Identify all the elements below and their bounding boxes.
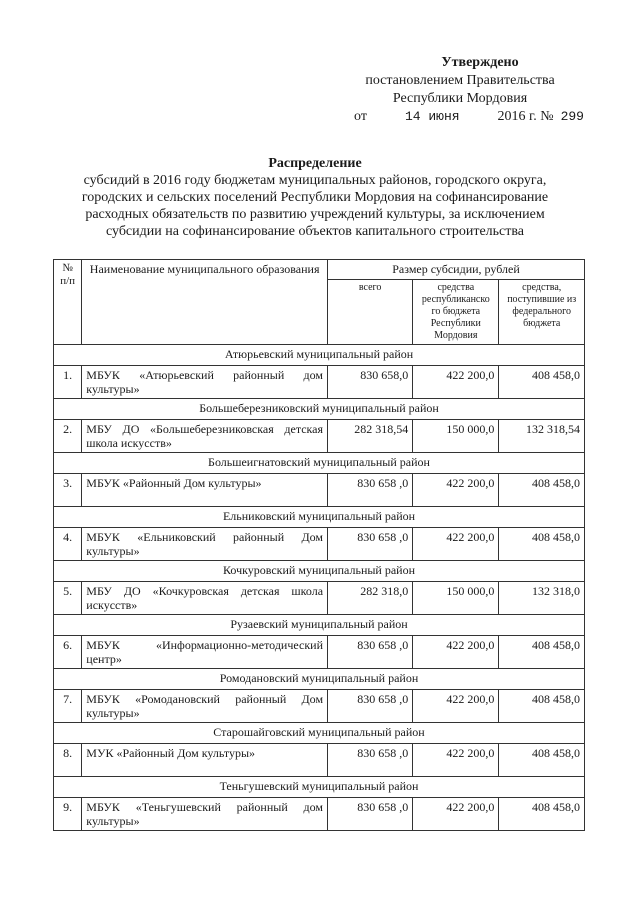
title-text: субсидий в 2016 году бюджетам муниципальных районов, городского округа, городских и сельских поселений Республики Мордовия на софинансирование расходных обязательств по развитию учреждений культуры, за исключением субсидии на софинансирование объектов капитального строительства <box>81 173 549 239</box>
federal-value: 408 458,0 <box>499 798 585 831</box>
region-row <box>54 507 585 528</box>
institution-name: МБУК «Ромодановский районный Дом культуры» <box>82 690 328 723</box>
federal-value: 408 458,0 <box>499 366 585 399</box>
republic-value: 422 200,0 <box>413 636 499 669</box>
approval-line-2: Республики Мордовия <box>392 91 528 106</box>
approval-year-num: 2016 г. № 299 <box>497 109 584 124</box>
region-name: Рузаевский муниципальный район <box>54 615 585 636</box>
table-row <box>54 582 585 615</box>
header-republic: средства республиканско го бюджета Республики Мордовия <box>413 280 499 345</box>
subsidy-table <box>53 259 585 831</box>
region-name: Ромодановский муниципальный район <box>54 669 585 690</box>
republic-value: 150 000,0 <box>413 582 499 615</box>
federal-value: 408 458,0 <box>499 636 585 669</box>
approval-from-label: от <box>354 109 367 124</box>
region-name: Ельниковский муниципальный район <box>54 507 585 528</box>
row-number: 3. <box>54 474 82 507</box>
region-name: Старошайговский муниципальный район <box>54 723 585 744</box>
table-row <box>54 474 585 507</box>
table-row <box>54 690 585 723</box>
region-name: Атюрьевский муниципальный район <box>54 345 585 366</box>
total-value: 830 658 ,0 <box>328 528 413 561</box>
institution-name: МБУК «Районный Дом культуры» <box>82 474 328 507</box>
institution-name: МБУ ДО «Большеберезниковская детская школа искусств» <box>82 420 328 453</box>
total-value: 830 658 ,0 <box>328 474 413 507</box>
region-name: Большеберезниковский муниципальный район <box>54 399 585 420</box>
republic-value: 150 000,0 <box>413 420 499 453</box>
row-number: 6. <box>54 636 82 669</box>
region-name: Теньгушевский муниципальный район <box>54 777 585 798</box>
approval-date-line <box>330 108 590 126</box>
region-name: Большеигнатовский муниципальный район <box>54 453 585 474</box>
region-row <box>54 453 585 474</box>
header-size: Размер субсидии, рублей <box>328 260 585 280</box>
republic-value: 422 200,0 <box>413 690 499 723</box>
header-name: Наименование муниципального образования <box>82 260 328 345</box>
total-value: 282 318,54 <box>328 420 413 453</box>
total-value: 830 658 ,0 <box>328 798 413 831</box>
institution-name: МБУК «Атюрьевский районный дом культуры» <box>82 366 328 399</box>
federal-value: 132 318,0 <box>499 582 585 615</box>
region-row <box>54 669 585 690</box>
institution-name: МБУК «Информационно-методический центр» <box>82 636 328 669</box>
table-row <box>54 744 585 777</box>
republic-value: 422 200,0 <box>413 366 499 399</box>
row-number: 9. <box>54 798 82 831</box>
table-body <box>54 345 585 831</box>
total-value: 830 658 ,0 <box>328 690 413 723</box>
approval-block <box>330 54 590 126</box>
federal-value: 408 458,0 <box>499 690 585 723</box>
header-federal: средства, поступившие из федерального бюджета <box>499 280 585 345</box>
republic-value: 422 200,0 <box>413 528 499 561</box>
region-name: Кочкуровский муниципальный район <box>54 561 585 582</box>
row-number: 8. <box>54 744 82 777</box>
total-value: 830 658,0 <box>328 366 413 399</box>
title-heading: Распределение <box>268 156 362 171</box>
region-row <box>54 615 585 636</box>
republic-value: 422 200,0 <box>413 474 499 507</box>
total-value: 282 318,0 <box>328 582 413 615</box>
federal-value: 408 458,0 <box>499 528 585 561</box>
federal-value: 408 458,0 <box>499 744 585 777</box>
republic-value: 422 200,0 <box>413 744 499 777</box>
row-number: 4. <box>54 528 82 561</box>
header-total: всего <box>328 280 413 345</box>
table-row <box>54 420 585 453</box>
table-row <box>54 366 585 399</box>
approval-date: 14 июня <box>404 109 460 124</box>
row-number: 2. <box>54 420 82 453</box>
federal-value: 132 318,54 <box>499 420 585 453</box>
total-value: 830 658 ,0 <box>328 636 413 669</box>
approval-line-1: постановлением Правительства <box>365 73 555 88</box>
header-number: № п/п <box>54 260 82 345</box>
table-row <box>54 528 585 561</box>
region-row <box>54 777 585 798</box>
institution-name: МБУК «Теньгушевский районный дом культуры» <box>82 798 328 831</box>
federal-value: 408 458,0 <box>499 474 585 507</box>
row-number: 1. <box>54 366 82 399</box>
region-row <box>54 345 585 366</box>
row-number: 5. <box>54 582 82 615</box>
row-number: 7. <box>54 690 82 723</box>
table-row <box>54 798 585 831</box>
region-row <box>54 399 585 420</box>
institution-name: МБУ ДО «Кочкуровская детская школа искусств» <box>82 582 328 615</box>
approval-number: 299 <box>560 109 584 124</box>
institution-name: МУК «Районный Дом культуры» <box>82 744 328 777</box>
total-value: 830 658 ,0 <box>328 744 413 777</box>
republic-value: 422 200,0 <box>413 798 499 831</box>
document-title <box>70 155 560 240</box>
table-row <box>54 636 585 669</box>
institution-name: МБУК «Ельниковский районный Дом культуры» <box>82 528 328 561</box>
region-row <box>54 561 585 582</box>
approval-heading: Утверждено <box>441 55 519 70</box>
region-row <box>54 723 585 744</box>
